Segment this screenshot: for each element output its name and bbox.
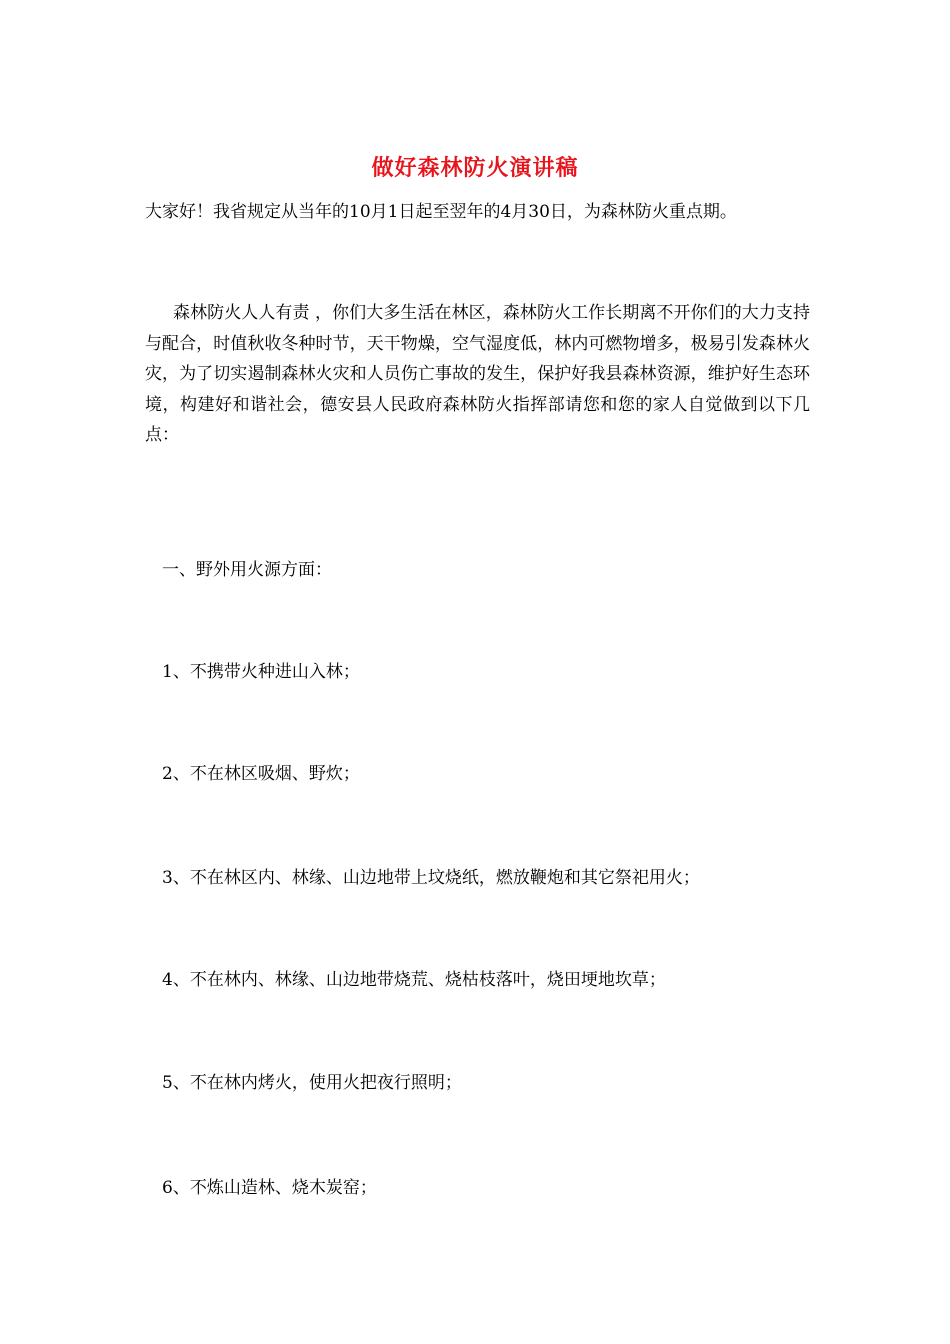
- list-item: 1、不携带火种进山入林；: [162, 662, 360, 682]
- list-item: 4、不在林内、林缘、山边地带烧荒、烧枯枝落叶，烧田埂地坎草；: [162, 970, 666, 990]
- list-item: 6、不炼山造林、烧木炭窑；: [162, 1178, 377, 1198]
- list-item: 2、不在林区吸烟、野炊；: [162, 764, 360, 784]
- section-heading: 一、野外用火源方面：: [162, 560, 332, 580]
- intro-paragraph: 森林防火人人有责 ，你们大多生活在林区，森林防火工作长期离不开你们的大力支持与配合，时值秋收冬种时节，天干物燥，空气湿度低，林内可燃物增多，极易引发森林火灾，为了切实遏制森林火灾和人员伤亡事故的发生，保护好我县森林资源，维护好生态环境，构建好和谐社会，德安县人民政府森林防火指挥部请您和您的家人自觉做到以下几点：: [145, 303, 810, 445]
- document-title: 做好森林防火演讲稿: [371, 155, 579, 181]
- list-item: 3、不在林区内、林缘、山边地带上坟烧纸，燃放鞭炮和其它祭祀用火；: [162, 868, 700, 888]
- list-item: 5、不在林内烤火，使用火把夜行照明；: [162, 1073, 462, 1093]
- greeting-paragraph: 大家好！我省规定从当年的10月1日起至翌年的4月30日，为森林防火重点期。: [145, 202, 737, 222]
